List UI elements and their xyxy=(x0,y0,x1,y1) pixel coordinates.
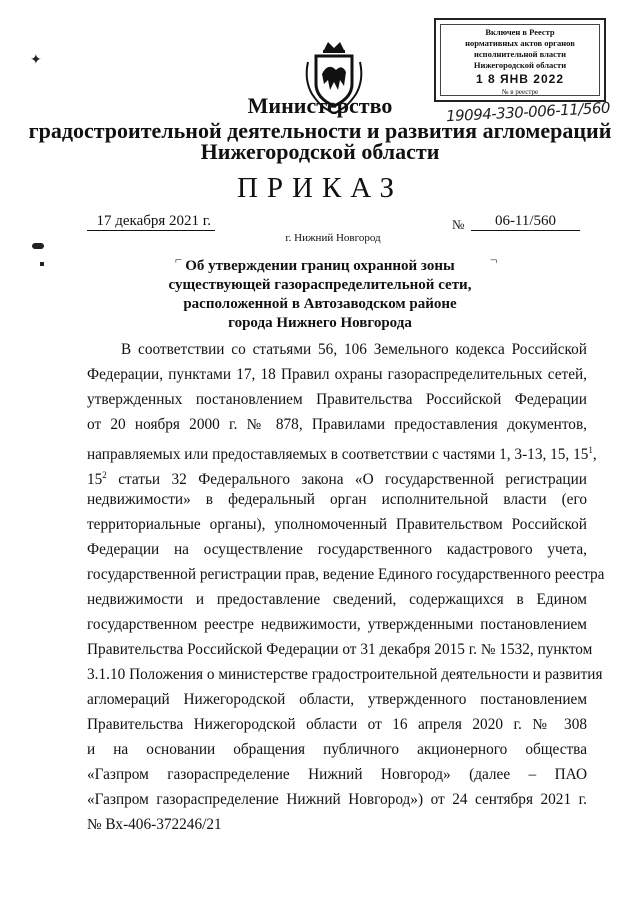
body-line-text: статьи 32 Федерального закона «О государственной регистрации xyxy=(118,471,587,489)
subject-line-2: существующей газораспределительной сети, xyxy=(168,277,472,293)
stamp-date: 1 8 ЯНВ 2022 xyxy=(475,72,564,86)
ministry-title-line-1: Министерство xyxy=(247,93,393,118)
subject-corner-right: ¬ xyxy=(490,252,498,267)
registry-number-handwritten: 19094-330-006-11/560 xyxy=(445,98,611,126)
document-type-title: ПРИКАЗ xyxy=(236,172,404,204)
body-line: государственном реестре недвижимости, утвержденными постановлением xyxy=(87,616,587,633)
stamp-reg-label: № в реестре xyxy=(501,88,539,96)
margin-mark xyxy=(40,262,44,266)
body-line: от 20 ноября 2000 г. № 878, Правилами предоставления документов, xyxy=(87,416,587,433)
body-line: Федерации на осуществление государственного кадастрового учета, xyxy=(87,541,587,558)
body-line: «Газпром газораспределение Нижний Новгород») от 24 сентября 2021 г. xyxy=(87,791,587,808)
body-line: недвижимости и предоставление сведений, содержащихся в Едином xyxy=(87,591,587,608)
body-line: «Газпром газораспределение Нижний Новгород» (далее – ПАО xyxy=(87,766,587,783)
body-line: В соответствии со статьями 56, 106 Земельного кодекса Российской xyxy=(121,341,587,358)
body-line: № Вх-406-372246/21 xyxy=(87,816,222,833)
stamp-line-1: Включен в Реестр xyxy=(485,27,555,37)
body-line: Федерации, пунктами 17, 18 Правил охраны газораспределительных сетей, xyxy=(87,366,587,383)
order-date: 17 декабря 2021 г. xyxy=(87,213,215,231)
body-line xyxy=(87,465,587,490)
subject-line-4: города Нижнего Новгорода xyxy=(228,315,412,331)
body-line: государственной регистрации прав, ведение Единого государственного реестра xyxy=(87,566,605,583)
body-line-prefix: 15 xyxy=(87,471,103,489)
superscript: 1 xyxy=(588,445,593,455)
body-line: агломераций Нижегородской области, утвержденного постановлением xyxy=(87,691,587,708)
body-line: и на основании обращения публичного акционерного общества xyxy=(87,741,587,758)
stamp-line-3: исполнительной власти xyxy=(474,49,566,59)
stamp-line-2: нормативных актов органов xyxy=(465,38,575,48)
margin-mark: ✦ xyxy=(30,53,42,68)
body-line: утвержденных постановлением Правительства Российской Федерации xyxy=(87,391,587,408)
body-line: Правительства Российской Федерации от 31 декабря 2015 г. № 1532, пунктом xyxy=(87,641,593,658)
superscript: 2 xyxy=(102,470,107,480)
order-city: г. Нижний Новгород xyxy=(285,232,381,244)
ministry-title-line-3: Нижегородской области xyxy=(200,139,440,164)
subject-corner-left: ⌐ xyxy=(175,252,183,267)
body-line: территориальные органы), уполномоченный Правительством Российской xyxy=(87,516,587,533)
body-line-text: направляемых или предоставляемых в соответствии с частями 1, 3-13, 15, 15 xyxy=(87,446,589,464)
order-number-sign: № xyxy=(452,217,465,232)
body-line: недвижимости» в федеральный орган исполнительной власти (его xyxy=(87,491,587,508)
body-line: 3.1.10 Положения о министерстве градостроительной деятельности и развития xyxy=(87,666,603,683)
stamp-line-4: Нижегородской области xyxy=(473,60,567,70)
body-line: направляемых или предоставляемых в соответствии с частями 1, 3-13, 15, $15^1$, xyxy=(87,445,597,464)
subject-line-3: расположенной в Автозаводском районе xyxy=(183,296,457,312)
registry-stamp xyxy=(434,18,606,102)
body-line: Правительства Нижегородской области от 16 апреля 2020 г. № 308 xyxy=(87,716,587,733)
order-number: 06-11/560 xyxy=(471,213,580,231)
subject-line-1: Об утверждении границ охранной зоны xyxy=(185,258,455,274)
ministry-title-line-2: градостроительной деятельности и развития агломераций xyxy=(28,118,612,143)
